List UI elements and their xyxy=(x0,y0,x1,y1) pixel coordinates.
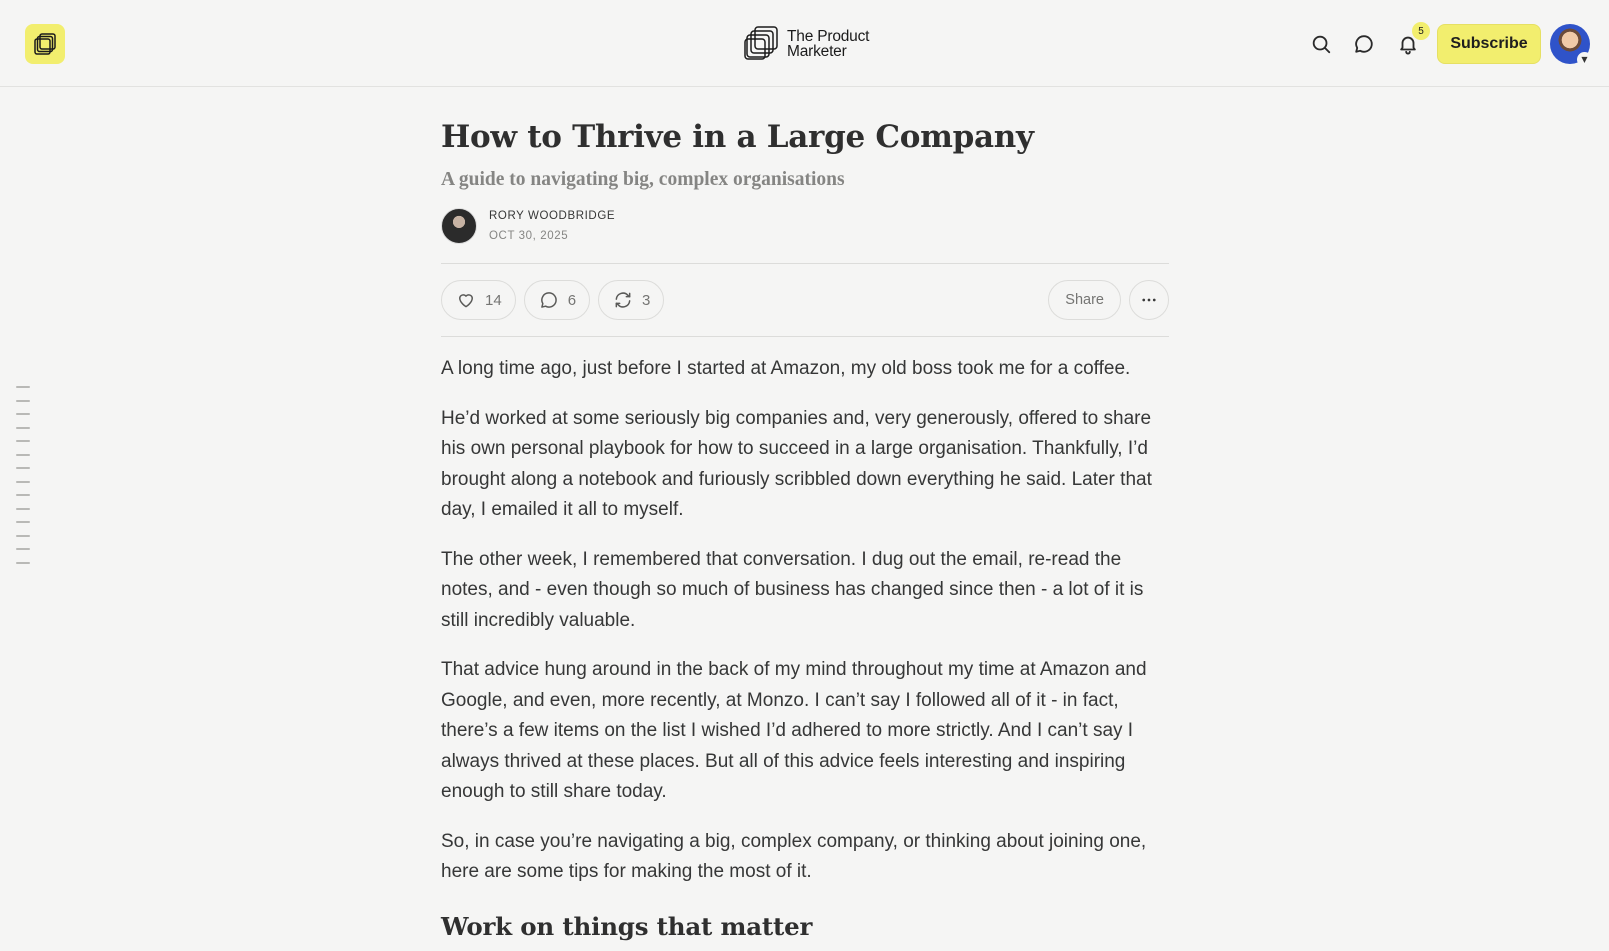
post-title: How to Thrive in a Large Company xyxy=(441,119,1034,155)
comment-count: 6 xyxy=(567,291,577,309)
share-button[interactable]: Share xyxy=(1048,280,1121,320)
table-of-contents-rail[interactable] xyxy=(16,386,30,575)
search-icon xyxy=(1310,33,1332,55)
toc-marker[interactable] xyxy=(16,454,30,456)
body-paragraph: The other week, I remembered that conversation. I dug out the email, re-read the notes, and - even though so much of business has changed since then - a lot of it is still incredibly valuable. xyxy=(441,548,1144,631)
comments-button[interactable] xyxy=(524,280,590,320)
top-navigation-bar xyxy=(0,0,1609,87)
notification-count-badge: 5 xyxy=(1412,22,1430,40)
toc-marker[interactable] xyxy=(16,508,30,510)
search-button[interactable] xyxy=(1306,29,1336,59)
toc-marker[interactable] xyxy=(16,413,30,415)
restack-button[interactable] xyxy=(598,280,664,320)
comment-icon xyxy=(539,290,559,310)
toc-marker[interactable] xyxy=(16,400,30,402)
toc-marker[interactable] xyxy=(16,440,30,442)
toc-marker[interactable] xyxy=(16,535,30,537)
subscribe-button[interactable]: Subscribe xyxy=(1437,24,1541,64)
body-paragraph: So, in case you’re navigating a big, complex company, or thinking about joining one, here are some tips for making the most of it. xyxy=(441,830,1147,882)
toc-marker[interactable] xyxy=(16,548,30,550)
post-subtitle: A guide to navigating big, complex organisations xyxy=(441,169,845,190)
chat-button[interactable] xyxy=(1349,29,1379,59)
toc-marker[interactable] xyxy=(16,427,30,429)
publication-logo-icon[interactable] xyxy=(25,24,65,64)
toc-marker[interactable] xyxy=(16,467,30,469)
publication-name-line1: The Product xyxy=(787,28,870,45)
post-byline xyxy=(441,207,1169,245)
author-name[interactable]: RORY WOODBRIDGE xyxy=(489,210,616,222)
like-count: 14 xyxy=(485,291,502,309)
like-button[interactable] xyxy=(441,280,516,320)
toc-marker[interactable] xyxy=(16,386,30,388)
toc-marker[interactable] xyxy=(16,481,30,483)
publication-logo-icon xyxy=(743,25,781,63)
chat-bubble-icon xyxy=(1353,33,1375,55)
body-paragraph: A long time ago, just before I started at Amazon, my old boss took me for a coffee. xyxy=(441,358,1131,379)
heart-icon xyxy=(456,290,476,310)
publication-brand[interactable] xyxy=(743,25,869,63)
more-options-button[interactable] xyxy=(1129,280,1169,320)
publication-name xyxy=(787,29,869,59)
caret-down-icon[interactable]: ▼ xyxy=(1577,52,1592,67)
restack-count: 3 xyxy=(642,291,651,309)
section-heading: Work on things that matter xyxy=(441,911,813,941)
more-dots-icon xyxy=(1140,291,1158,309)
post-actions-bar xyxy=(441,263,1169,337)
publication-name-line2: Marketer xyxy=(787,43,847,60)
body-paragraph: That advice hung around in the back of my mind throughout my time at Amazon and Google, and even, more recently, at Monzo. I can’t say I followed all of it - in fact, there’s a few items on the list I wished I’d adhered to more strictly. And I can’t say I always thrived at these places. But all of this advice feels interesting and inspiring enough to still share today. xyxy=(441,659,1147,802)
toc-marker[interactable] xyxy=(16,562,30,564)
toc-marker[interactable] xyxy=(16,521,30,523)
toc-marker[interactable] xyxy=(16,494,30,496)
post-article xyxy=(441,112,1169,944)
post-body xyxy=(441,354,1169,888)
post-date: OCT 30, 2025 xyxy=(489,230,569,242)
body-paragraph: He’d worked at some seriously big companies and, very generously, offered to share his own personal playbook for how to succeed in a large organisation. Thankfully, I’d brought along a notebook and furiously scribbled down everything he said. Later that day, I emailed it all to myself. xyxy=(441,407,1152,520)
author-avatar[interactable] xyxy=(441,208,477,244)
restack-icon xyxy=(613,290,633,310)
